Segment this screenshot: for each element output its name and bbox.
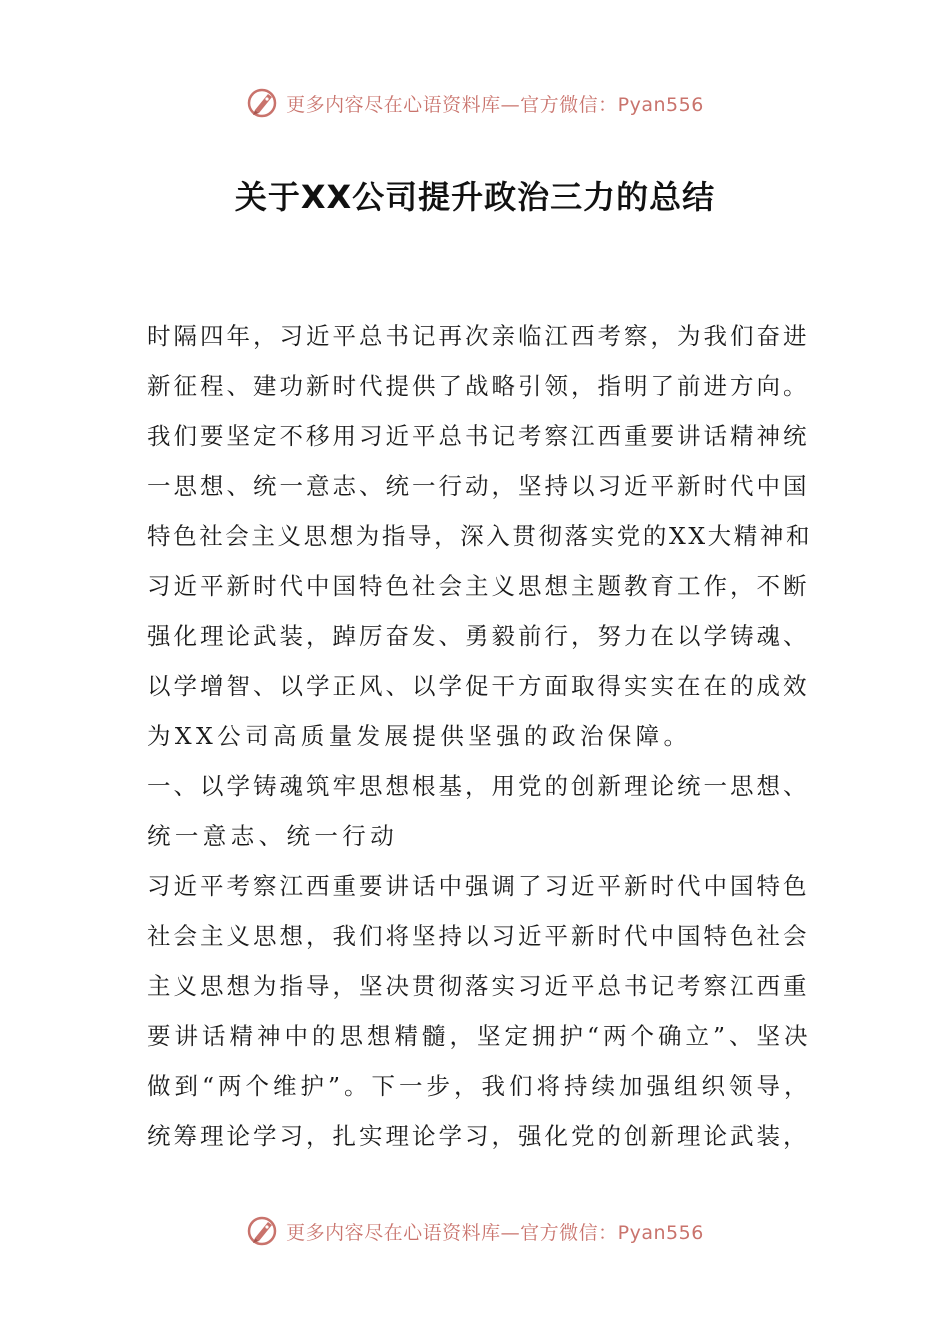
text-line: 要讲话精神中的思想精髓，坚定拥护“两个确立”、坚决	[147, 1022, 812, 1050]
text-line: 做到“两个维护”。下一步，我们将持续加强组织领导，	[147, 1072, 812, 1100]
text-line: 时隔四年，习近平总书记再次亲临江西考察，为我们奋进	[147, 322, 810, 350]
watermark-text: 更多内容尽在心语资料库—官方微信：Pyan556	[286, 93, 704, 116]
pen-nib-circle-icon	[246, 1214, 280, 1248]
watermark-text: 更多内容尽在心语资料库—官方微信：Pyan556	[286, 1221, 704, 1244]
section-heading-line: 统一意志、统一行动	[147, 822, 399, 850]
text-line: 习近平考察江西重要讲话中强调了习近平新时代中国特色	[147, 872, 810, 900]
text-line: 社会主义思想，我们将坚持以习近平新时代中国特色社会	[147, 922, 810, 950]
text-line: 以学增智、以学正风、以学促干方面取得实实在在的成效	[147, 672, 810, 700]
document-title: 关于XX公司提升政治三力的总结	[234, 178, 716, 216]
text-line: 特色社会主义思想为指导，深入贯彻落实党的XX大精神和	[147, 522, 812, 550]
watermark-header	[0, 83, 950, 123]
watermark-footer	[0, 1211, 950, 1251]
document-body	[147, 311, 812, 1161]
text-line: 一思想、统一意志、统一行动，坚持以习近平新时代中国	[147, 472, 810, 500]
text-line: 强化理论武装，踔厉奋发、勇毅前行，努力在以学铸魂、	[147, 622, 810, 650]
text-line: 新征程、建功新时代提供了战略引领，指明了前进方向。	[147, 372, 810, 400]
wechat-id: Pyan556	[617, 1221, 704, 1244]
section-heading-line: 一、以学铸魂筑牢思想根基，用党的创新理论统一思想、	[147, 772, 810, 800]
text-line: 习近平新时代中国特色社会主义思想主题教育工作，不断	[147, 572, 810, 600]
pen-nib-circle-icon	[246, 86, 280, 120]
wechat-id: Pyan556	[617, 93, 704, 116]
text-line: 统筹理论学习，扎实理论学习，强化党的创新理论武装，	[147, 1122, 810, 1150]
text-line: 主义思想为指导，坚决贯彻落实习近平总书记考察江西重	[147, 972, 810, 1000]
text-line: 我们要坚定不移用习近平总书记考察江西重要讲话精神统	[147, 422, 810, 450]
text-line: 为XX公司高质量发展提供坚强的政治保障。	[147, 722, 692, 750]
